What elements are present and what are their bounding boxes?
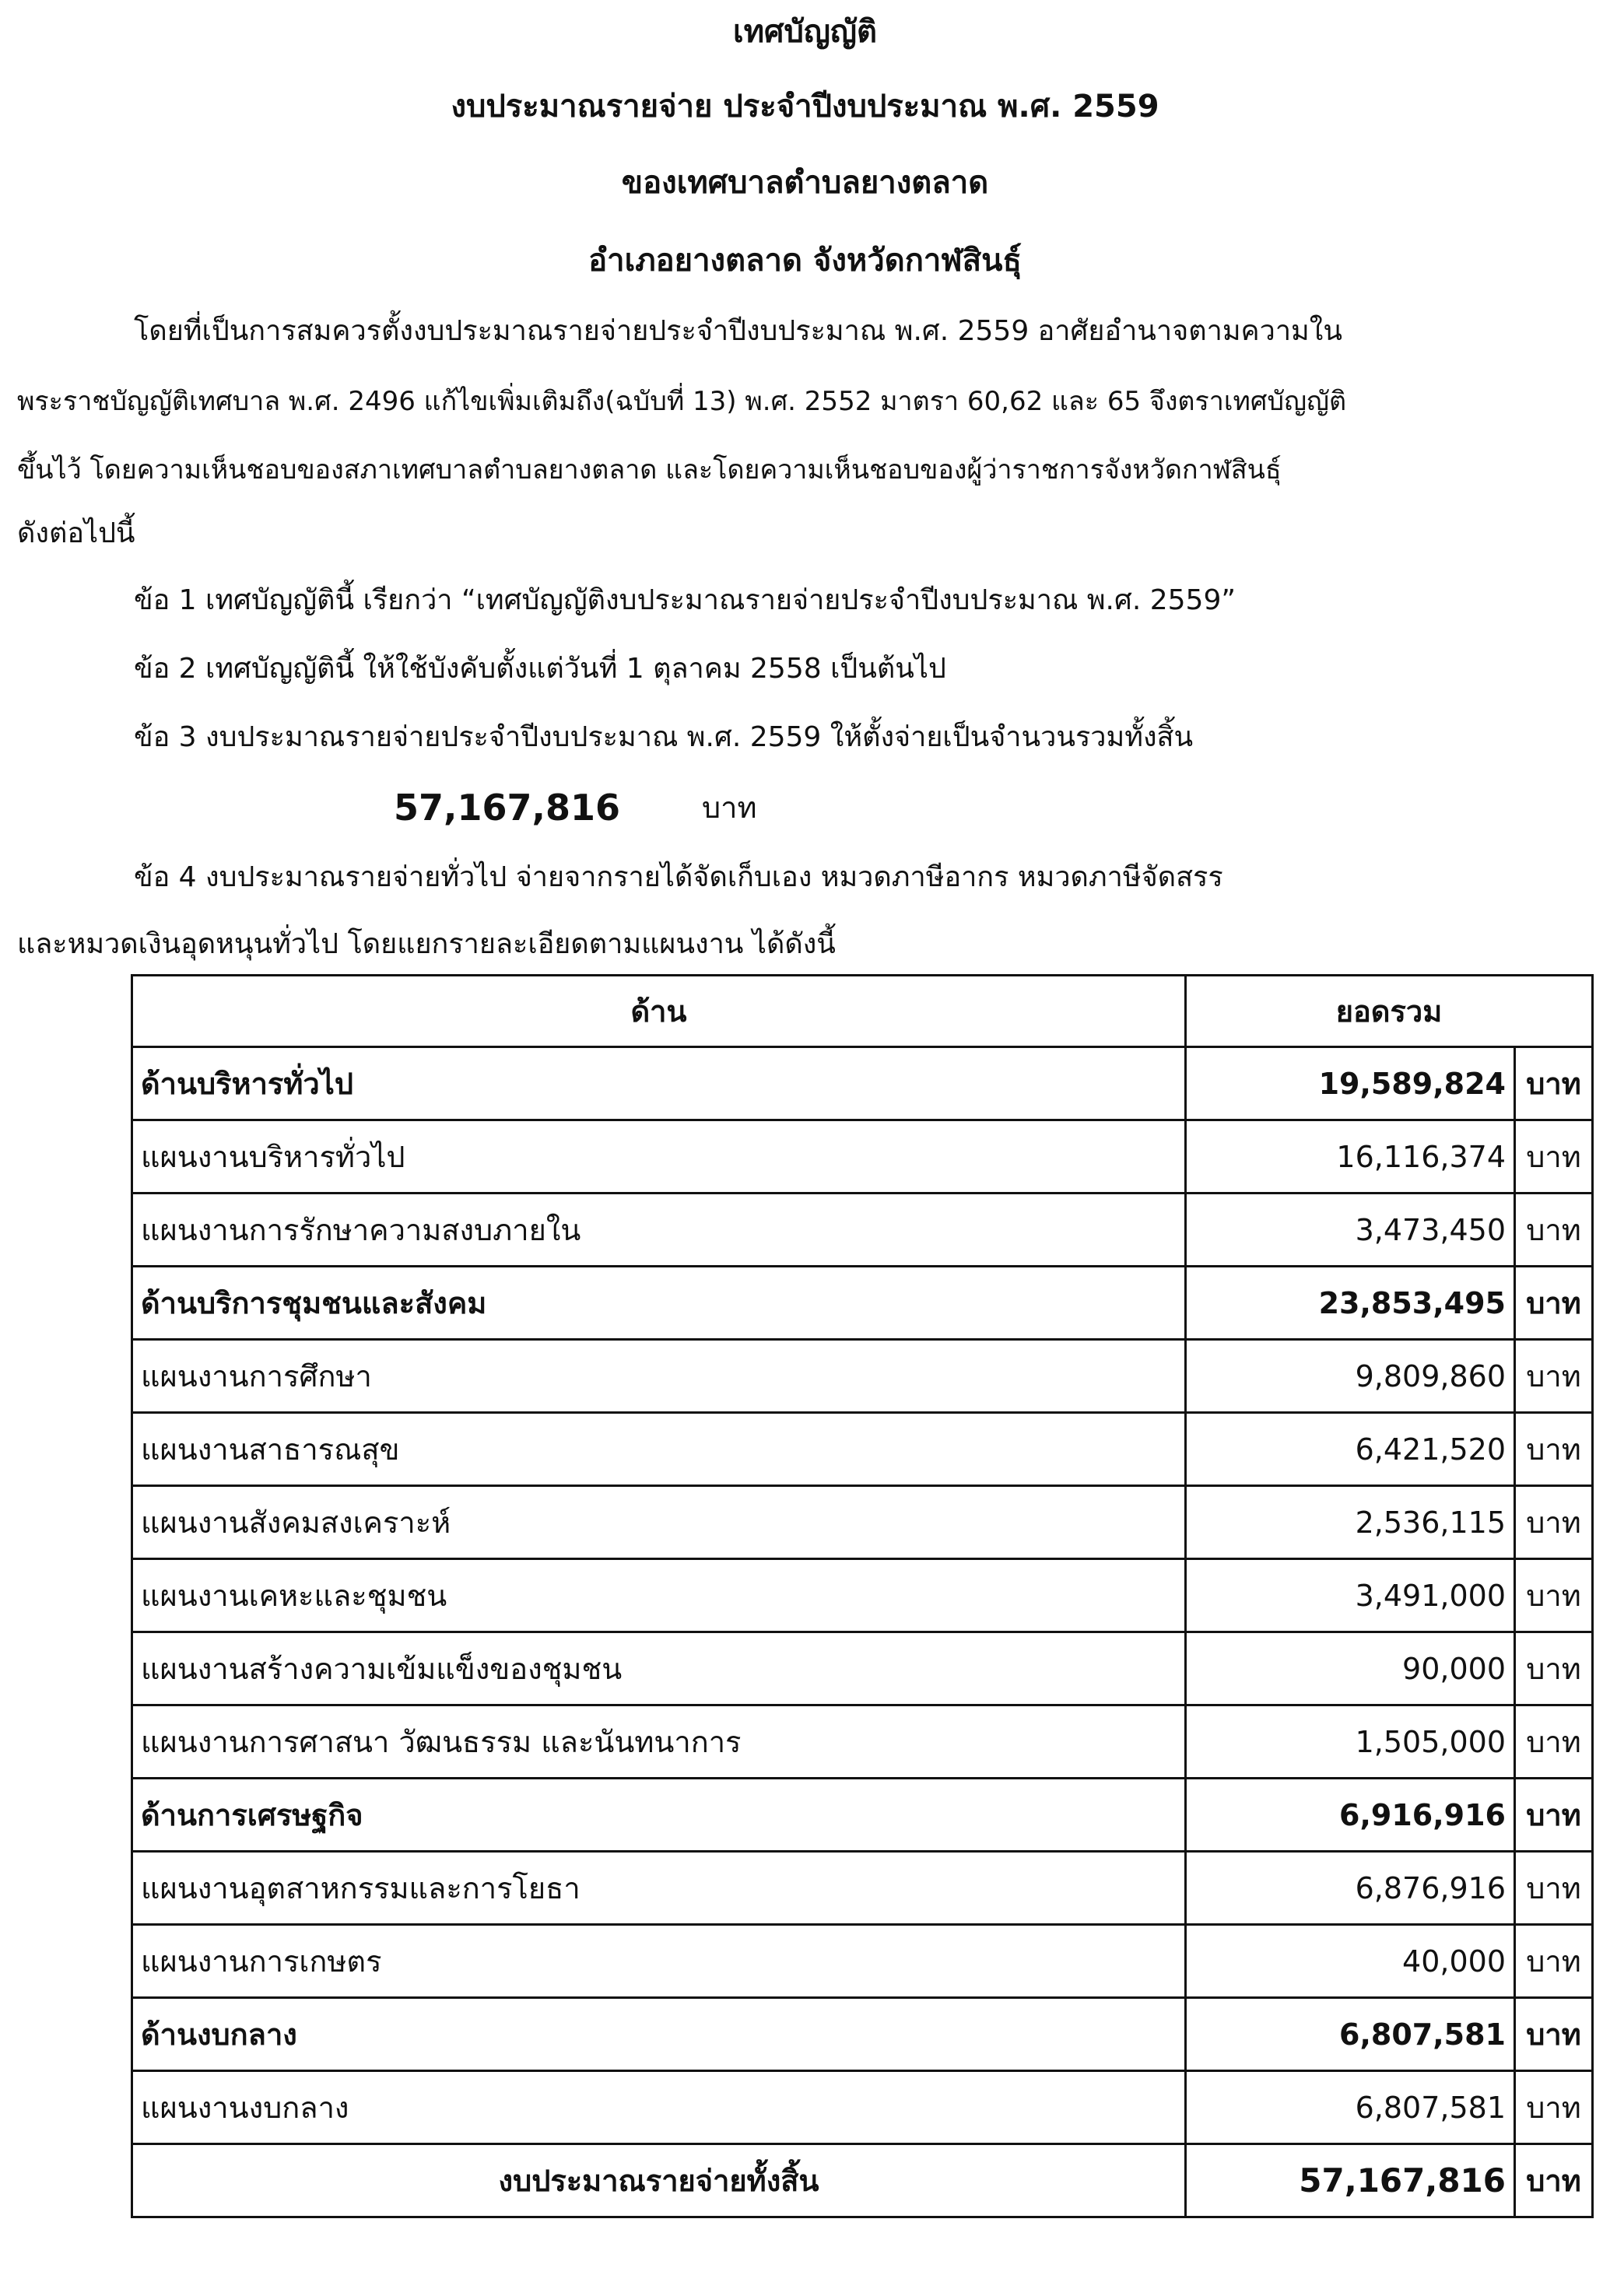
row-amount: 1,505,000	[1186, 1705, 1515, 1779]
row-unit: บาท	[1515, 1779, 1593, 1852]
row-amount: 6,807,581	[1186, 1998, 1515, 2071]
row-unit: บาท	[1515, 1559, 1593, 1632]
row-unit: บาท	[1515, 1705, 1593, 1779]
header-name: ด้าน	[132, 976, 1186, 1047]
clause-3-total-unit: บาท	[702, 790, 757, 825]
table-row	[132, 2071, 1593, 2144]
row-unit: บาท	[1515, 1486, 1593, 1559]
row-name: แผนงานสร้างความเข้มแข็งของชุมชน	[132, 1632, 1186, 1705]
row-unit: บาท	[1515, 1267, 1593, 1340]
clause-3-total-amount: 57,167,816	[394, 787, 621, 829]
table-row	[132, 1486, 1593, 1559]
title-line-4: อำเภอยางตลาด จังหวัดกาฬสินธุ์	[588, 243, 1022, 279]
table-row	[132, 1194, 1593, 1267]
table-row	[132, 1340, 1593, 1413]
grand-total-row	[132, 2144, 1593, 2217]
table-row	[132, 1559, 1593, 1632]
clause-4-line-1: ข้อ 4 งบประมาณรายจ่ายทั่วไป จ่ายจากรายได้จัดเก็บเอง หมวดภาษีอากร หมวดภาษีจัดสรร	[134, 861, 1223, 893]
row-unit: บาท	[1515, 1632, 1593, 1705]
preamble-line-3: ขึ้นไว้ โดยความเห็นชอบของสภาเทศบาลตำบลยางตลาด และโดยความเห็นชอบของผู้ว่าราชการจังหวัดกาฬสินธุ์	[17, 454, 1282, 485]
row-amount: 2,536,115	[1186, 1486, 1515, 1559]
row-name: แผนงานการเกษตร	[132, 1925, 1186, 1998]
row-amount: 6,421,520	[1186, 1413, 1515, 1486]
clause-1: ข้อ 1 เทศบัญญัตินี้ เรียกว่า “เทศบัญญัติงบประมาณรายจ่ายประจำปีงบประมาณ พ.ศ. 2559”	[134, 584, 1236, 616]
grand-total-label: งบประมาณรายจ่ายทั้งสิ้น	[132, 2144, 1186, 2217]
title-line-2: งบประมาณรายจ่าย ประจำปีงบประมาณ พ.ศ. 2559	[451, 89, 1159, 124]
row-amount: 6,807,581	[1186, 2071, 1515, 2144]
table-row	[132, 1267, 1593, 1340]
row-unit: บาท	[1515, 1194, 1593, 1267]
row-unit: บาท	[1515, 1852, 1593, 1925]
clause-4-line-2: และหมวดเงินอุดหนุนทั่วไป โดยแยกรายละเอียดตามแผนงาน ได้ดังนี้	[17, 928, 836, 960]
table-row	[132, 1779, 1593, 1852]
table-row	[132, 1047, 1593, 1120]
row-name: ด้านการเศรษฐกิจ	[132, 1779, 1186, 1852]
row-name: ด้านบริหารทั่วไป	[132, 1047, 1186, 1120]
row-amount: 3,473,450	[1186, 1194, 1515, 1267]
row-unit: บาท	[1515, 2071, 1593, 2144]
row-name: แผนงานการศาสนา วัฒนธรรม และนันทนาการ	[132, 1705, 1186, 1779]
row-amount: 40,000	[1186, 1925, 1515, 1998]
row-name: แผนงานบริหารทั่วไป	[132, 1120, 1186, 1194]
row-name: แผนงานอุตสาหกรรมและการโยธา	[132, 1852, 1186, 1925]
row-unit: บาท	[1515, 1998, 1593, 2071]
row-unit: บาท	[1515, 1340, 1593, 1413]
title-line-1: เทศบัญญัติ	[733, 14, 877, 50]
table-row	[132, 1705, 1593, 1779]
row-name: แผนงานสาธารณสุข	[132, 1413, 1186, 1486]
grand-total-unit: บาท	[1515, 2144, 1593, 2217]
table-row	[132, 1998, 1593, 2071]
preamble-line-4: ดังต่อไปนี้	[17, 517, 135, 549]
table-row	[132, 1925, 1593, 1998]
row-amount: 6,916,916	[1186, 1779, 1515, 1852]
row-amount: 23,853,495	[1186, 1267, 1515, 1340]
row-amount: 9,809,860	[1186, 1340, 1515, 1413]
row-unit: บาท	[1515, 1925, 1593, 1998]
row-name: แผนงานสังคมสงเคราะห์	[132, 1486, 1186, 1559]
row-unit: บาท	[1515, 1047, 1593, 1120]
row-name: แผนงานการศึกษา	[132, 1340, 1186, 1413]
row-amount: 3,491,000	[1186, 1559, 1515, 1632]
preamble-line-2: พระราชบัญญัติเทศบาล พ.ศ. 2496 แก้ไขเพิ่มเติมถึง(ฉบับที่ 13) พ.ศ. 2552 มาตรา 60,62 และ 65 จึงตราเทศบัญญัติ	[17, 386, 1347, 417]
header-total: ยอดรวม	[1186, 976, 1593, 1047]
row-amount: 16,116,374	[1186, 1120, 1515, 1194]
row-name: แผนงานการรักษาความสงบภายใน	[132, 1194, 1186, 1267]
clause-3: ข้อ 3 งบประมาณรายจ่ายประจำปีงบประมาณ พ.ศ. 2559 ให้ตั้งจ่ายเป็นจำนวนรวมทั้งสิ้น	[134, 721, 1194, 753]
grand-total-amount: 57,167,816	[1186, 2144, 1515, 2217]
table-row	[132, 1120, 1593, 1194]
row-amount: 90,000	[1186, 1632, 1515, 1705]
table-header-row	[132, 976, 1593, 1047]
table-row	[132, 1852, 1593, 1925]
clause-2: ข้อ 2 เทศบัญญัตินี้ ให้ใช้บังคับตั้งแต่วันที่ 1 ตุลาคม 2558 เป็นต้นไป	[134, 653, 946, 685]
table-row	[132, 1632, 1593, 1705]
row-amount: 6,876,916	[1186, 1852, 1515, 1925]
table-row	[132, 1413, 1593, 1486]
row-name: แผนงานเคหะและชุมชน	[132, 1559, 1186, 1632]
row-amount: 19,589,824	[1186, 1047, 1515, 1120]
row-name: แผนงานงบกลาง	[132, 2071, 1186, 2144]
row-name: ด้านงบกลาง	[132, 1998, 1186, 2071]
row-unit: บาท	[1515, 1413, 1593, 1486]
preamble-line-1: โดยที่เป็นการสมควรตั้งงบประมาณรายจ่ายประจำปีงบประมาณ พ.ศ. 2559 อาศัยอำนาจตามความใน	[134, 315, 1342, 347]
title-line-3: ของเทศบาลตำบลยางตลาด	[621, 165, 989, 201]
row-unit: บาท	[1515, 1120, 1593, 1194]
budget-table	[131, 974, 1594, 2218]
row-name: ด้านบริการชุมชนและสังคม	[132, 1267, 1186, 1340]
